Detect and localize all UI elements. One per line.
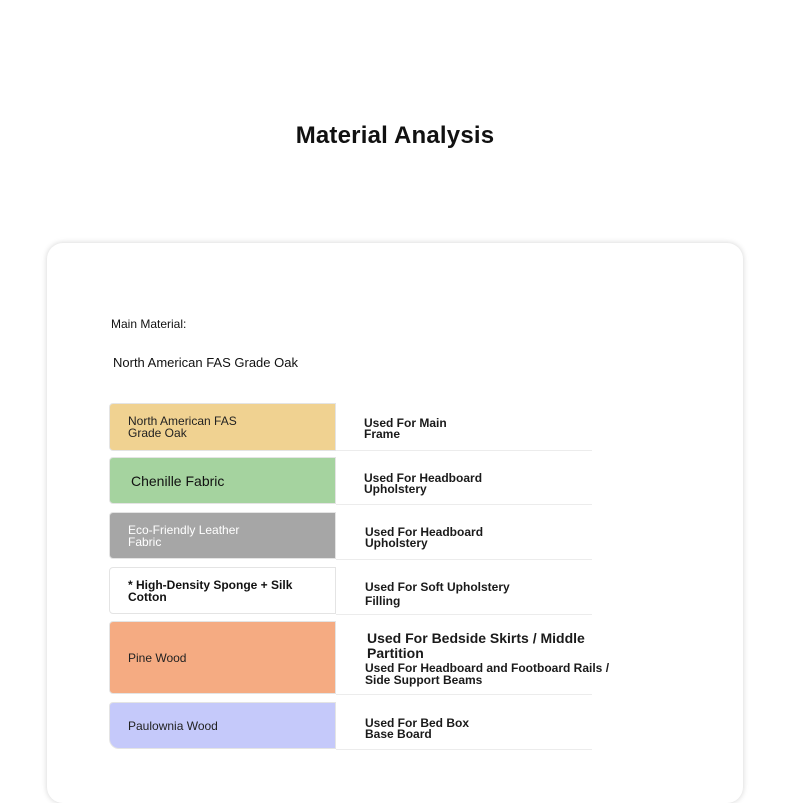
usage-text bbox=[365, 580, 510, 608]
page-title: Material Analysis bbox=[295, 122, 495, 149]
usage-line: Used For Headboard and Footboard Rails / bbox=[365, 661, 610, 675]
material-name-line: Fabric bbox=[128, 534, 162, 549]
usage-text bbox=[365, 527, 483, 549]
usage-text bbox=[367, 631, 585, 661]
usage-line: Side Support Beams bbox=[365, 673, 483, 687]
usage-text bbox=[364, 418, 447, 440]
usage-line: Used For Headboard bbox=[365, 525, 484, 539]
usage-line: Used For Main bbox=[364, 416, 447, 430]
usage-line: Used For Headboard bbox=[364, 471, 483, 485]
material-name-line: Paulownia Wood bbox=[128, 718, 218, 733]
usage-line: Frame bbox=[364, 427, 401, 441]
usage-line: Used For Bedside Skirts / Middle bbox=[367, 630, 585, 646]
material-name-line: * High-Density Sponge + Silk bbox=[128, 577, 293, 592]
usage-text bbox=[365, 718, 469, 740]
usage-line: Used For Bed Box bbox=[365, 716, 470, 730]
usage-text bbox=[365, 662, 609, 686]
usage-line: Filling bbox=[365, 594, 401, 608]
material-swatch-oak bbox=[109, 403, 336, 451]
usage-text bbox=[364, 473, 482, 495]
material-swatch-pine bbox=[109, 621, 336, 694]
usage-line: Base Board bbox=[365, 727, 432, 741]
material-name-line: Pine Wood bbox=[128, 650, 187, 665]
usage-line: Upholstery bbox=[364, 482, 427, 496]
main-material-label: Main Material: bbox=[111, 317, 187, 331]
material-swatch-paulownia bbox=[109, 702, 336, 749]
usage-line: Upholstery bbox=[365, 536, 428, 550]
material-name-line: Grade Oak bbox=[128, 426, 187, 440]
main-material-value: North American FAS Grade Oak bbox=[113, 355, 298, 370]
material-name-line: Eco-Friendly Leather bbox=[128, 522, 240, 537]
usage-line: Partition bbox=[367, 645, 424, 661]
usage-line: Used For Soft Upholstery bbox=[365, 580, 510, 594]
material-swatch-leather bbox=[109, 512, 336, 559]
material-name-line: Cotton bbox=[128, 589, 167, 604]
material-name-line: North American FAS bbox=[128, 414, 237, 428]
material-swatch-chenille bbox=[109, 457, 336, 504]
material-swatch-sponge bbox=[109, 567, 336, 614]
material-name-line: Chenille Fabric bbox=[131, 472, 225, 489]
